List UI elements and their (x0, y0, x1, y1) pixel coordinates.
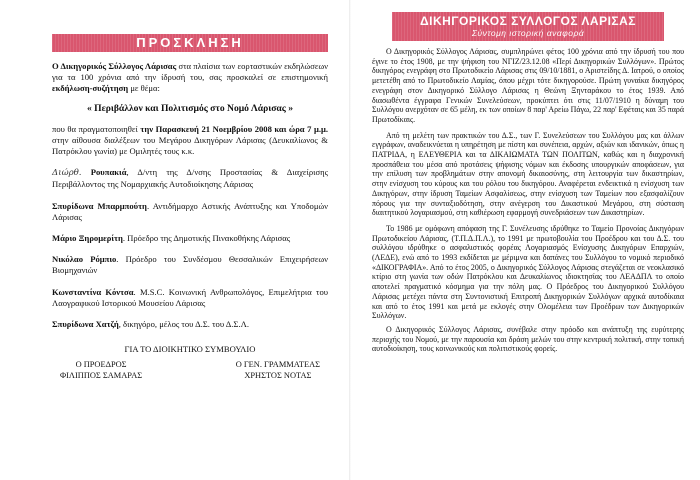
invitation-intro (52, 61, 328, 95)
history-page (350, 0, 700, 480)
speaker-desc: . Πρόεδρο του Συνδέσμου Θεσσαλικών Επιχειρήσεων Βιομηχανιών (52, 254, 328, 276)
event-topic: « Περιβάλλον και Πολιτισμός στο Νομό Λάρισας » (86, 102, 294, 114)
speaker-entry (52, 319, 328, 330)
secretary-name: ΧΡΗΣΤΟΣ ΝΟΤΑΣ (244, 370, 312, 380)
speaker-entry (52, 233, 328, 244)
president-title: Ο ΠΡΟΕΔΡΟΣ (75, 360, 127, 370)
board-signature-heading: ΓΙΑ ΤΟ ΔΙΟΙΚΗΤΙΚΟ ΣΥΜΒΟΥΛΙΟ (124, 344, 256, 355)
history-banner-title: ΔΙΚΗΓΟΡΙΚΟΣ ΣΥΛΛΟΓΟΣ ΛΑΡΙΣΑΣ (419, 14, 636, 28)
speaker-desc: , Δ/ντη της Δ/νσης Προστασίας & Διαχείρισης Περιβάλλοντος της Νομαρχιακής Αυτοδιοίκησης Λάρισας (52, 167, 328, 190)
history-paragraph: Το 1986 με ομόφωνη απόφαση της Γ. Συνέλευσης ιδρύθηκε το Ταμείο Προνοίας Δικηγόρων Πρωτοδικείου Λάρισας, (Τ.Π.Δ.Π.Λ.), το 1991 με πρωτοβουλία του Προέδρου και του Δ.Σ. του συλλόγου ιδρύθηκε ο ασφαλιστικός φορέας Λογαριασμός Ενίσχυσης Δικηγόρων Επαρχιών, (ΛΕΔΕ), ενώ από το 1993 εκδίδεται με μέριμνα και δαπάνες του Συλλόγου το νομικό περιοδικό «ΔΙΚΟΓΡΑΦΙΑ». Από το έτος 2005, ο Δικηγορικός Σύλλογος Λάρισας στεγάζεται σε νεοκλασικό κτίριο στη γωνία των οδών Πατρόκλου και Δευκαλίωνος ιδιοκτησίας του ΛΕΑΔΠΛ το οποίο αποτελεί πραγματικό κόσμημα για την πόλη μας. Ο Πρόεδρος του Δικηγορικού Συλλόγου Λάρισας μετέχει πάντα στη Συντονιστική Επιτροπή Δικηγορικών Συλλόγων αρχικά αυτοδίκαια και από το έτος 1991 και μετά με εκλογές στην Ολομέλεια των Προέδρων των Δικηγορικών Συλλόγων. (372, 223, 684, 321)
history-paragraph: Ο Δικηγορικός Σύλλογος Λάρισας, συμπληρώνει φέτος 100 χρόνια από την ίδρυσή του που έγινε το έτος 1908, με την ψήφιση του ΝΓΙΖ/23.12.08 «Περί Δικηγορικών Συλλόγων». Πρώτος δικηγόρος ενεγράφη στο Πρωτοδικείο Λάρισας στις 09/10/1881, ο Αριστείδης Δ. Ιατρού, ο οποίος μετετέθη από το Πρωτοδικείο Λαμίας, όπου μέχρι τότε δικηγορούσε. Πρώτη γυναίκα δικηγόρος ενεγράφη στον Δικηγορικό Σύλλογο Λάρισας η Θεώνη Ξηνταράκου το έτος 1939. Από διασωθέντα έγγραφα Γενικών Συνελεύσεων, προκύπτει ότι στις 11/07/1910 η δύναμη του Συλλόγου ανερχόταν σε 65 μέλη, εκ των οποίων 8 παρ' Αρείω Πάγω, 22 παρ' Εφέταις και 35 παρά Πρωτοδίκαις. (372, 47, 684, 124)
event-datetime: την Παρασκευή 21 Νοεμβρίου 2008 και ώρα 7 μ.μ. (140, 123, 328, 134)
event-type: εκδήλωση-συζήτηση (52, 83, 129, 94)
secretary-signature (236, 360, 320, 381)
intro-tail: με θέμα: (128, 83, 160, 94)
when-suffix: στην αίθουσα διαλέξεων του Μεγάρου Δικηγόρων Λάρισας (Δευκαλίωνος & Πατρόκλου γωνία) με Ομιλητές τους κ.κ. (52, 134, 328, 157)
organization-name: Ο Δικηγορικός Σύλλογος Λάρισας (52, 61, 177, 71)
speaker-entry (52, 287, 328, 309)
event-details (52, 124, 328, 158)
speaker-name: Νικόλαο Ρόμπιο (52, 254, 117, 265)
speaker-name: Σπυρίδωνα Χατζή (52, 319, 119, 330)
handwritten-note: Διώρθ. (52, 168, 82, 179)
speaker-name: Σπυρίδωνα Μπαρμπούτη (52, 200, 147, 211)
speaker-name: Μάριο Ξηρομερίτη (52, 233, 123, 244)
invitation-banner: ΠΡΟΣΚΛΗΣΗ (52, 34, 328, 52)
when-prefix: που θα πραγματοποιηθεί (52, 123, 141, 134)
speaker-name: Κωνσταντίνα Κόντσα (52, 286, 134, 297)
speaker-entry (52, 201, 328, 223)
speaker-name: Ρουπακιά (90, 167, 127, 178)
history-banner-subtitle: Σύντομη ιστορική αναφορά (471, 28, 585, 38)
history-banner (392, 12, 664, 41)
history-paragraph: Ο Δικηγορικός Σύλλογος Λάρισας, συνέβαλε στην πρόοδο και ανάπτυξη της ευρύτερης περιοχής του Νομού, με την παρουσία και δράση μελών του στην κεντρική πολιτική, στην τοπική αυτοδιοίκηση, τους κοινωνικούς και πολιτιστικούς φορείς. (372, 324, 684, 354)
speaker-desc: . M.S.C. Κοινωνική Ανθρωπολόγος, Επιμελήτρια του Λαογραφικού Ιστορικού Μουσείου Λάρισας (52, 286, 328, 308)
speaker-desc: , δικηγόρο, μέλος του Δ.Σ. του Δ.Σ.Λ. (118, 319, 249, 330)
speaker-entry (52, 254, 328, 276)
speaker-desc: . Πρόεδρο της Δημοτικής Πινακοθήκης Λάρισας (122, 233, 291, 244)
president-name: ΦΙΛΙΠΠΟΣ ΣΑΜΑΡΑΣ (60, 370, 143, 380)
speaker-desc: . Αντιδήμαρχο Αστικής Ανάπτυξης και Υποδομών Λάρισας (52, 200, 328, 222)
intro-text: στα πλαίσια των εορταστικών εκδηλώσεων για τα 100 χρόνια από την ίδρυσή του, σας προσκαλεί σε επιστημονική (52, 61, 328, 83)
history-paragraph: Από τη μελέτη των πρακτικών του Δ.Σ., των Γ. Συνελεύσεων του Συλλόγου μας και άλλων εγγράφων, αναδεικνύεται η υπηρέτηση με πίστη και συνέπεια, αρχών, αξιών και ιδανικών, όπως η ΠΑΤΡΙΔΑ, η ΕΛΕΥΘΕΡΙΑ και τα ΔΙΚΑΙΩΜΑΤΑ ΤΩΝ ΠΟΛΙΤΩΝ, καθώς και η διαχρονική προσπάθεια του μέσα από προτάσεις ψήφισης νόμων και έκδοσης υπουργικών αποφάσεων, για την επίλυση των προβλημάτων στην απονομή δικαιοσύνης, στη λειτουργία των δικαστηρίων, στην ενίσχυση του κύρους και του ρόλου του δικηγόρου. Αναφέρεται ενδεικτικά η ενίσχυση των Δικηγόρων, στην ίδρυση Ταμείων Ασφαλίσεως, στην ενίσχυση των Ταμείων που εξασφαλίζουν πόρους για την συνταξιοδότηση, στην ανέγερση του Δικαστικού Μεγάρου, στη σύσταση διαιτητικού λογαριασμού, στη καθιέρωση εφαρμογή συνεδριάσεων των Δικαστηρίων. (372, 130, 684, 218)
signatures (52, 360, 328, 381)
secretary-title: Ο ΓΕΝ. ΓΡΑΜΜΑΤΕΑΣ (235, 360, 320, 370)
president-signature (60, 360, 142, 381)
speaker-entry (52, 167, 328, 190)
